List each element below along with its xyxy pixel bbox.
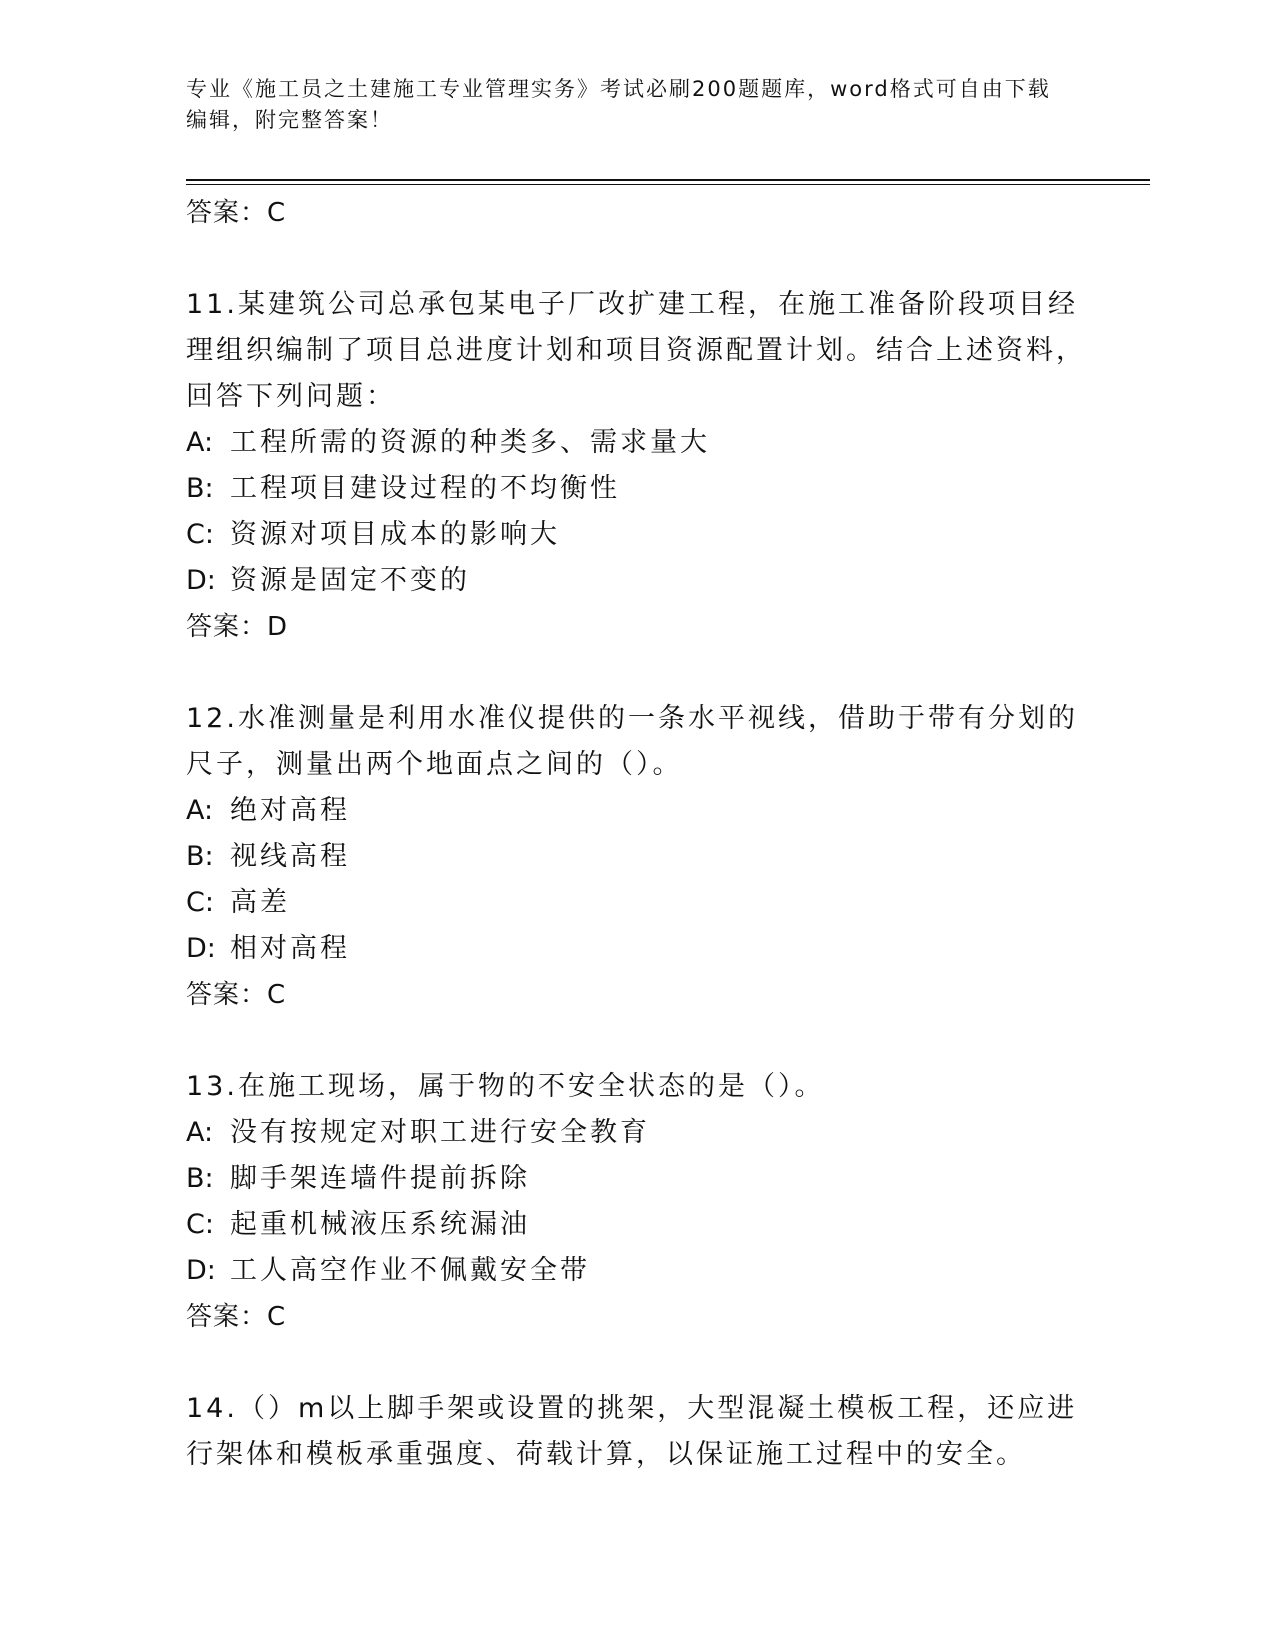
option-b <box>186 466 1086 512</box>
option-key: D: <box>186 565 216 596</box>
option-text: 视线高程 <box>230 841 350 872</box>
header-divider <box>186 179 1150 181</box>
option-key: A: <box>186 1117 214 1148</box>
option-c <box>186 880 1086 926</box>
question-item <box>186 696 1086 1018</box>
option-key: D: <box>186 1255 216 1286</box>
option-key: B: <box>186 841 214 872</box>
option-c <box>186 1202 1086 1248</box>
answer-line: 答案：D <box>186 612 289 642</box>
option-text: 工程项目建设过程的不均衡性 <box>230 473 620 504</box>
option-key: B: <box>186 473 214 504</box>
answer-line: 答案：C <box>186 1302 287 1332</box>
question-stem: 13.在施工现场，属于物的不安全状态的是（）。 <box>186 1071 825 1102</box>
question-stem: 11.某建筑公司总承包某电子厂改扩建工程，在施工准备阶段项目经理组织编制了项目总进度计划和项目资源配置计划。结合上述资料，回答下列问题： <box>186 289 1086 412</box>
answer-line: 答案：C <box>186 980 287 1010</box>
question-item <box>186 1386 1086 1478</box>
question-item <box>186 282 1086 650</box>
option-text: 资源对项目成本的影响大 <box>230 519 560 550</box>
question-stem: 14.（）m以上脚手架或设置的挑架，大型混凝土模板工程，还应进行架体和模板承重强度、荷载计算，以保证施工过程中的安全。 <box>186 1393 1078 1470</box>
header-divider-thin <box>186 184 1150 185</box>
option-text: 脚手架连墙件提前拆除 <box>230 1163 530 1194</box>
option-text: 资源是固定不变的 <box>230 565 470 596</box>
question-stem: 12.水准测量是利用水准仪提供的一条水平视线，借助于带有分划的尺子，测量出两个地面点之间的（）。 <box>186 703 1078 780</box>
option-d <box>186 1248 1086 1294</box>
option-key: C: <box>186 519 214 550</box>
option-b <box>186 834 1086 880</box>
option-key: C: <box>186 887 214 918</box>
option-key: A: <box>186 795 214 826</box>
option-text: 工程所需的资源的种类多、需求量大 <box>230 427 710 458</box>
option-a <box>186 420 1086 466</box>
option-key: A: <box>186 427 214 458</box>
option-b <box>186 1156 1086 1202</box>
option-a <box>186 788 1086 834</box>
option-key: B: <box>186 1163 214 1194</box>
option-key: C: <box>186 1209 214 1240</box>
option-text: 没有按规定对职工进行安全教育 <box>230 1117 650 1148</box>
option-text: 高差 <box>230 887 290 918</box>
option-text: 绝对高程 <box>230 795 350 826</box>
option-text: 相对高程 <box>230 933 350 964</box>
option-c <box>186 512 1086 558</box>
option-text: 工人高空作业不佩戴安全带 <box>230 1255 590 1286</box>
question-list <box>186 190 1086 1478</box>
option-d <box>186 558 1086 604</box>
question-item <box>186 1064 1086 1340</box>
answer-line: 答案：C <box>186 198 287 228</box>
page-header: 专业《施工员之土建施工专业管理实务》考试必刷200题题库，word格式可自由下载编辑，附完整答案！ <box>186 77 1051 132</box>
option-key: D: <box>186 933 216 964</box>
option-d <box>186 926 1086 972</box>
option-text: 起重机械液压系统漏油 <box>230 1209 530 1240</box>
option-a <box>186 1110 1086 1156</box>
